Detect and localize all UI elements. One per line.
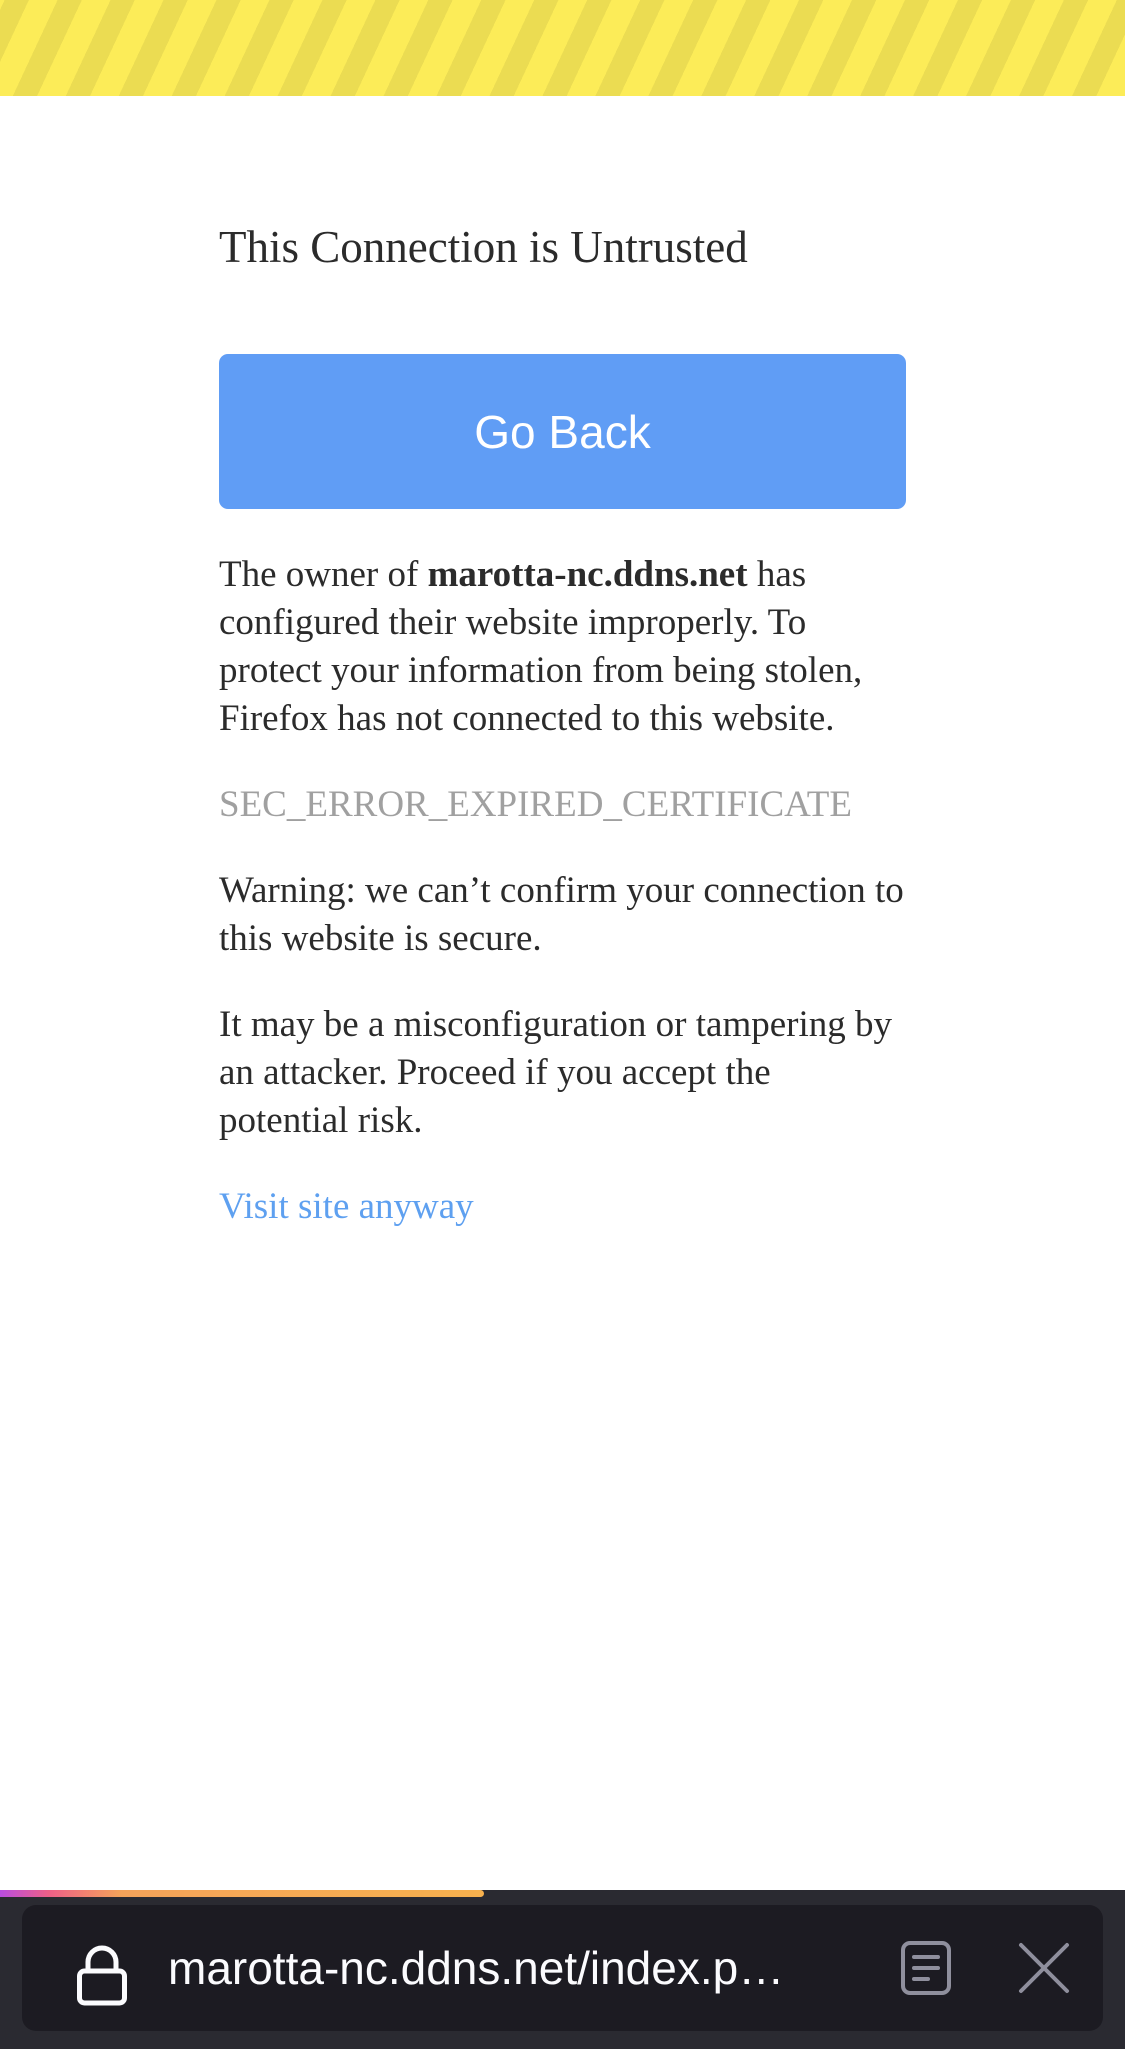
risk-text: It may be a misconfiguration or tampering by an attacker. Proceed if you accept the potential risk. (219, 1004, 893, 1141)
description-prefix: The owner of (219, 554, 428, 595)
warning-hazard-stripe (0, 0, 1125, 96)
error-description (219, 551, 909, 743)
page-title: This Connection is Untrusted (219, 222, 748, 272)
lock-icon[interactable] (72, 1943, 132, 2007)
description-suffix: has configured their website improperly. To protect your information from being stolen, Firefox has not connected to this website. (219, 554, 863, 739)
warning-text: Warning: we can’t confirm your connection to this website is secure. (219, 870, 904, 959)
domain-name: marotta-nc.ddns.net (427, 554, 748, 595)
address-bar[interactable] (22, 1905, 1103, 2031)
bottom-toolbar (0, 1890, 1125, 2049)
close-icon[interactable] (1016, 1940, 1072, 1996)
progress-fill (0, 1890, 484, 1897)
reader-mode-icon[interactable] (898, 1940, 954, 1996)
go-back-button[interactable]: Go Back (219, 354, 906, 509)
error-content (219, 220, 909, 1231)
url-text[interactable]: marotta-nc.ddns.net/index.p… (168, 1942, 785, 1994)
page-load-progress-bar (0, 1890, 1125, 1896)
error-code: SEC_ERROR_EXPIRED_CERTIFICATE (219, 784, 852, 825)
visit-site-anyway-link[interactable]: Visit site anyway (219, 1186, 474, 1227)
